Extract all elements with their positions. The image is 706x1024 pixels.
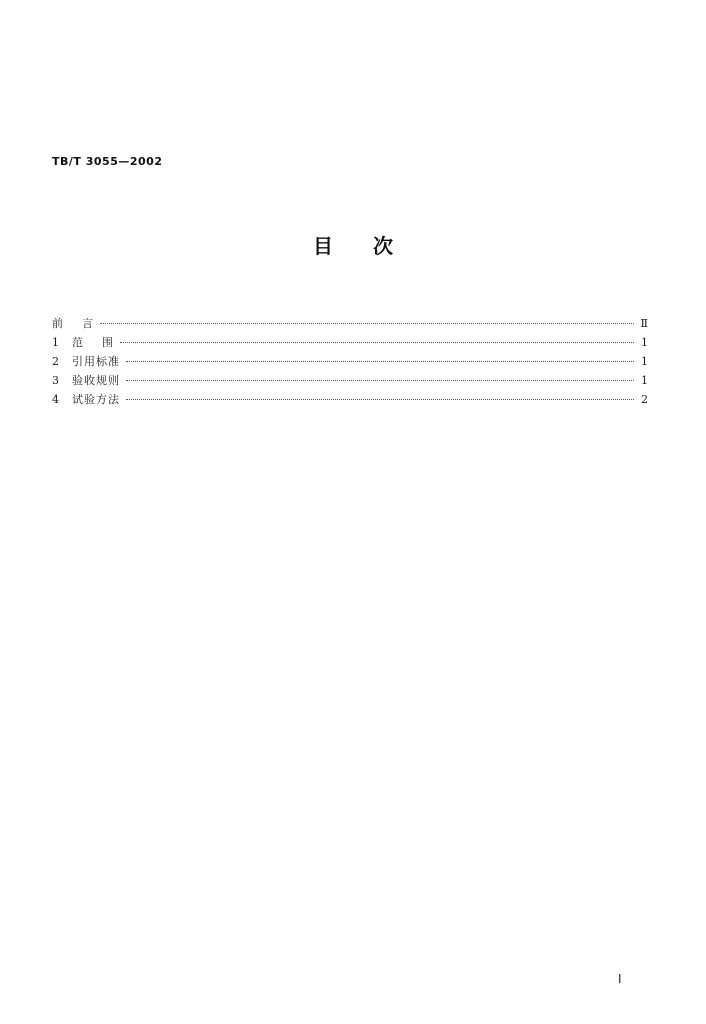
toc-title-char-2: 次 — [373, 234, 393, 258]
toc-entry-page: 1 — [641, 336, 648, 349]
toc-entry-foreword[interactable] — [52, 314, 648, 333]
toc-entry-acceptance-rules[interactable] — [52, 371, 648, 390]
toc-dot-leader — [120, 342, 634, 343]
toc-dot-leader — [126, 361, 634, 362]
toc-entry-test-methods[interactable] — [52, 390, 648, 409]
standard-code: TB/T 3055—2002 — [52, 155, 163, 168]
toc-entry-page: Ⅱ — [640, 317, 648, 330]
toc-entry-scope[interactable] — [52, 333, 648, 352]
toc-entry-page: 1 — [641, 355, 648, 368]
toc-entry-page: 1 — [641, 374, 648, 387]
toc-dot-leader — [126, 380, 634, 381]
toc-list — [52, 314, 648, 409]
toc-entry-number: 1 — [52, 336, 59, 349]
toc-entry-number: 3 — [52, 374, 59, 387]
toc-entry-label: 范 围 — [72, 336, 114, 349]
toc-entry-references[interactable] — [52, 352, 648, 371]
toc-entry-label: 试验方法 — [72, 393, 120, 406]
page-number: Ⅰ — [618, 972, 622, 986]
toc-entry-label: 前 言 — [52, 317, 94, 330]
toc-title-char-1: 目 — [313, 234, 333, 258]
toc-entry-page: 2 — [641, 393, 648, 406]
toc-entry-label: 验收规则 — [72, 374, 120, 387]
toc-title — [0, 230, 706, 259]
toc-entry-number: 2 — [52, 355, 59, 368]
toc-dot-leader — [126, 399, 634, 400]
toc-entry-number: 4 — [52, 393, 59, 406]
toc-entry-label: 引用标准 — [72, 355, 120, 368]
toc-dot-leader — [100, 323, 634, 324]
